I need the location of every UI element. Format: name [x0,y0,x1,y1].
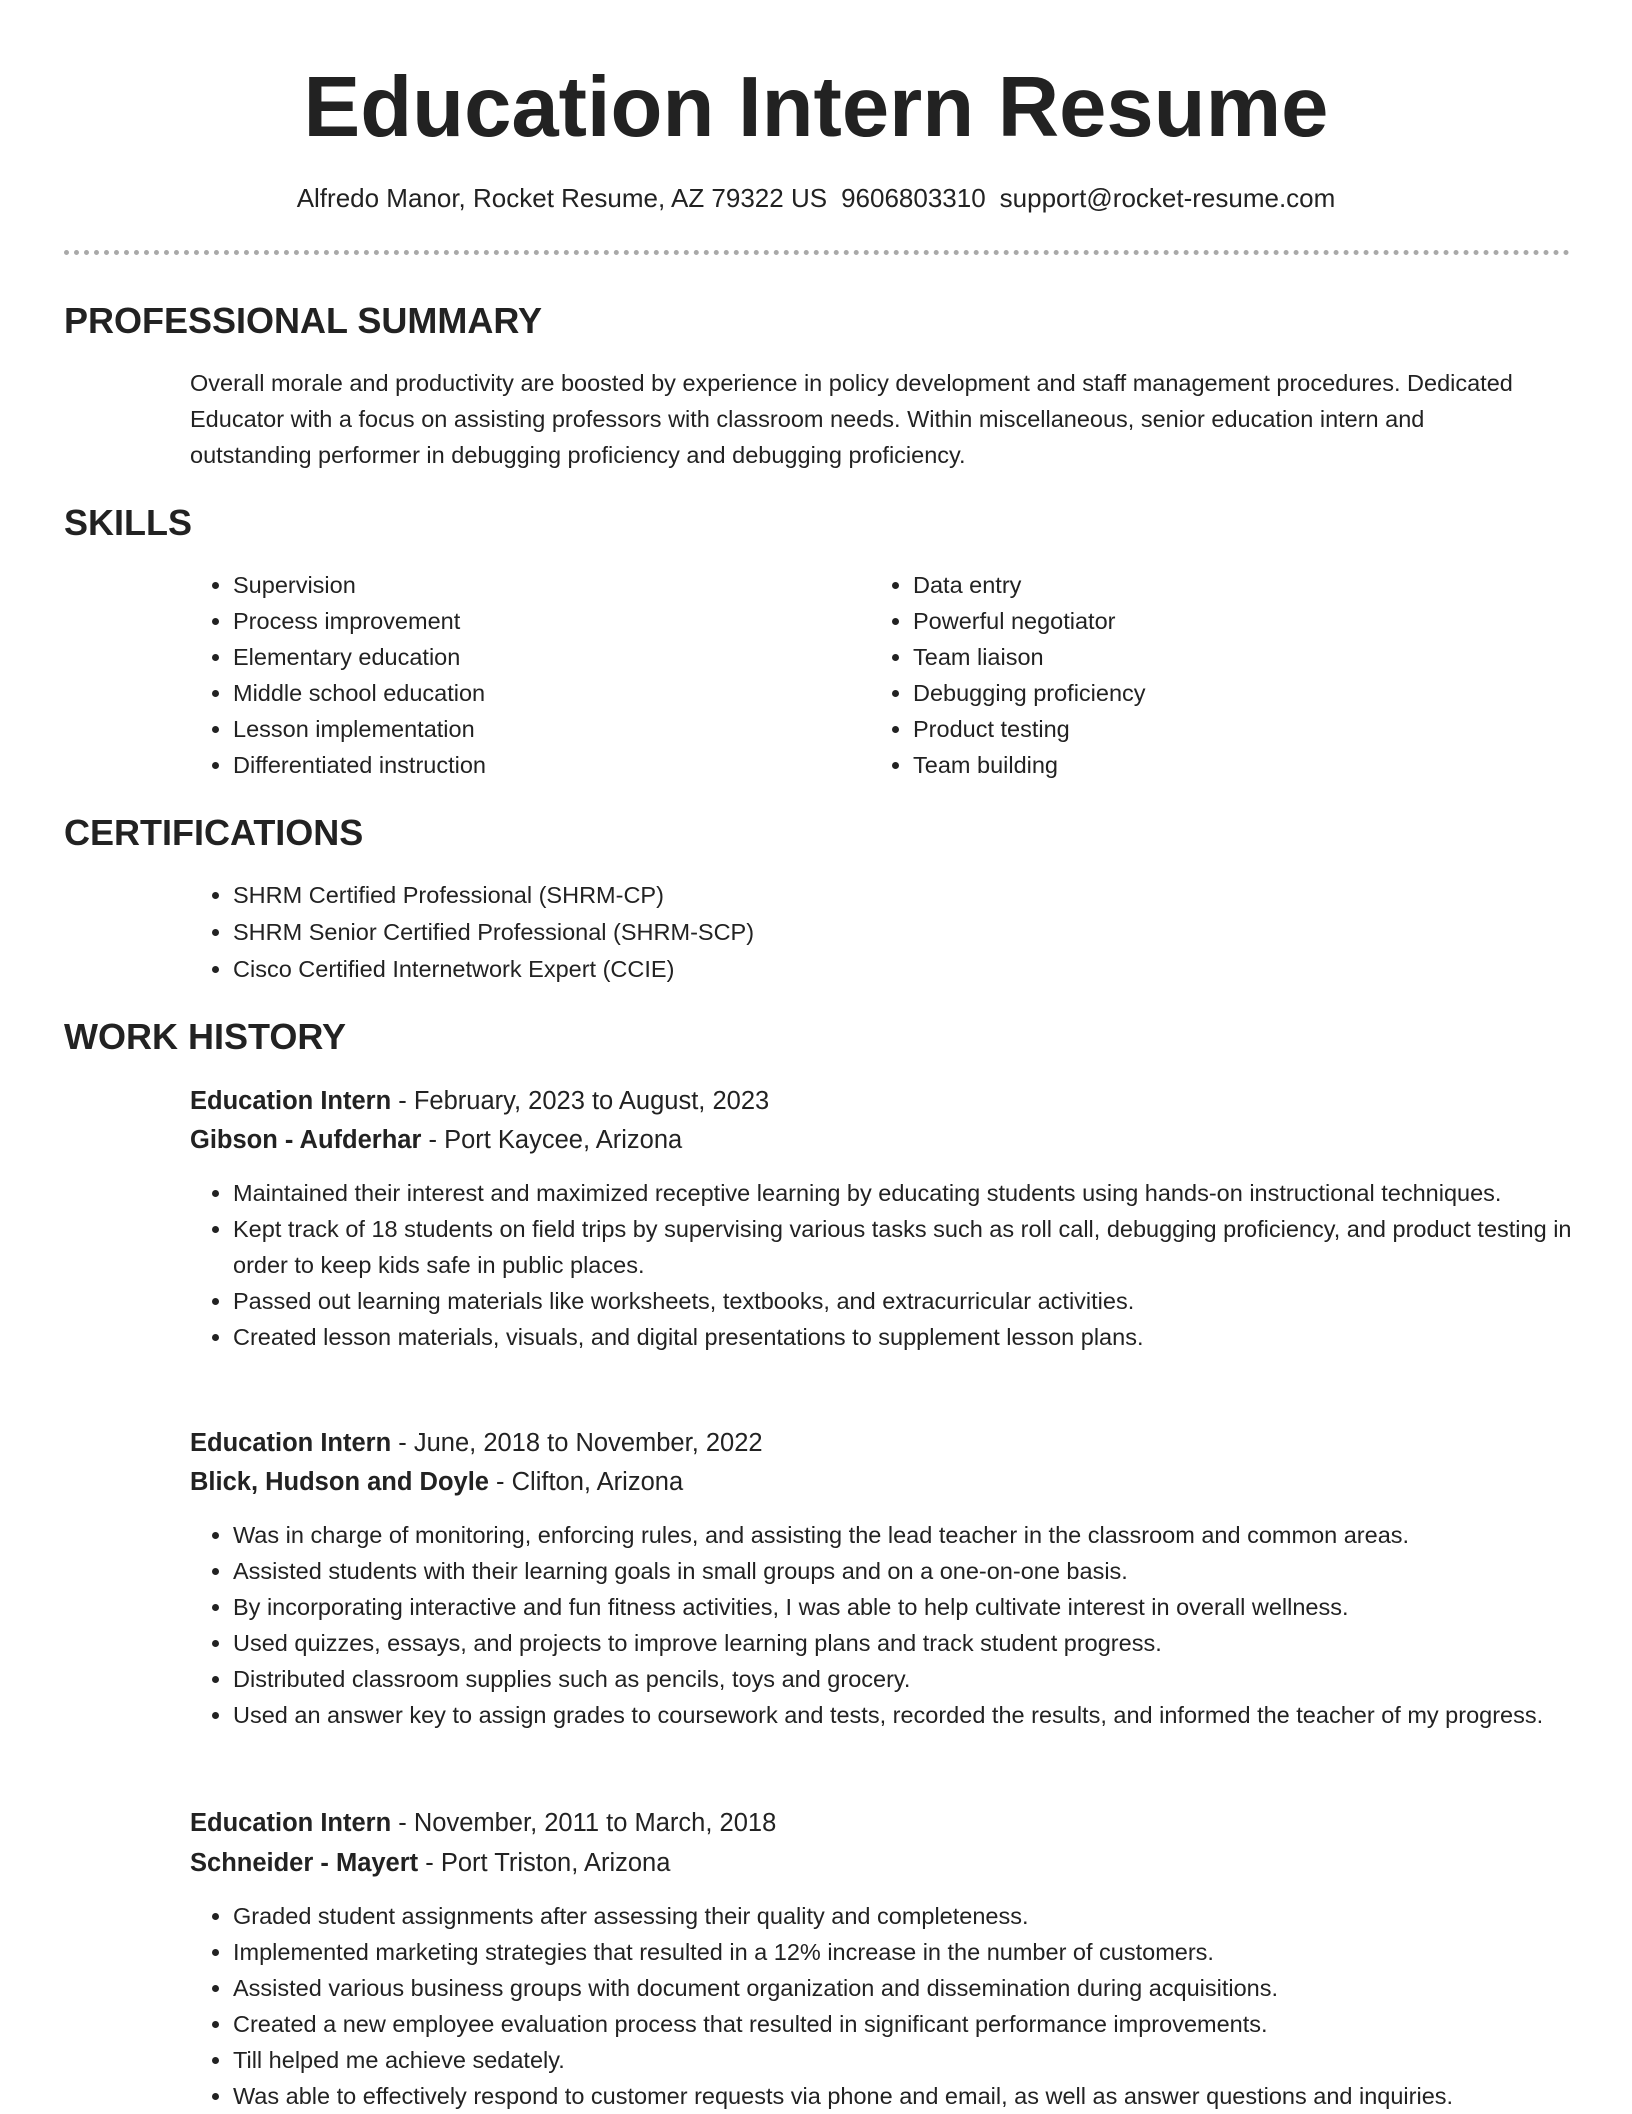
section-heading-certifications: CERTIFICATIONS [64,812,364,853]
job-company-line [190,1122,682,1158]
list-item: • SHRM Certified Professional (SHRM-CP) [233,877,1533,914]
job-title-line [190,1083,769,1119]
job-title: Education Intern [190,1809,392,1837]
list-item: • By incorporating interactive and fun fitness activities, I was able to help cultivate interest in overall wellness. [233,1589,1603,1625]
contact-address: Alfredo Manor, Rocket Resume, AZ 79322 US [296,183,828,213]
list-item: • Team liaison [913,639,1513,675]
list-item: • SHRM Senior Certified Professional (SHRM-SCP) [233,914,1533,951]
section-heading-skills: SKILLS [64,502,193,543]
job-company: Schneider - Mayert [190,1849,419,1877]
list-item: • Data entry [913,567,1513,603]
job-title: Education Intern [190,1429,392,1457]
contact-email[interactable]: support@rocket-resume.com [999,183,1336,213]
list-item: • Differentiated instruction [233,747,833,783]
list-item: • Till helped me achieve sedately. [233,2042,1603,2078]
job-title-line [190,1425,763,1461]
certifications-list [190,877,1533,988]
list-item: • Team building [913,747,1513,783]
list-item: • Cisco Certified Internetwork Expert (CCIE) [233,951,1533,988]
job-location: - Port Kaycee, Arizona [421,1126,683,1154]
job-bullets [190,1517,1603,1733]
list-item: • Assisted various business groups with document organization and dissemination during acquisitions. [233,1970,1603,2006]
list-item: • Elementary education [233,639,833,675]
job-company-line [190,1845,670,1881]
contact-phone: 9606803310 [841,183,986,213]
list-item: • Was able to effectively respond to customer requests via phone and email, as well as answer questions and inquiries. [233,2078,1603,2114]
list-item: • Lesson implementation [233,711,833,747]
list-item: • Used an answer key to assign grades to coursework and tests, recorded the results, and informed the teacher of my progress. [233,1697,1603,1733]
list-item: • Process improvement [233,603,833,639]
skills-list-left [190,567,833,783]
job-company: Gibson - Aufderhar [190,1126,422,1154]
list-item: • Created lesson materials, visuals, and digital presentations to supplement lesson plans. [233,1319,1603,1355]
page-title: Education Intern Resume [303,60,1329,155]
summary-text: Overall morale and productivity are boosted by experience in policy development and staff management procedures. Dedicated Educator with a focus on assisting professors with classroom needs. Within miscellaneous, senior education intern and outstanding performer in debugging proficiency and debugging proficiency. [190,370,1513,468]
job-company-line [190,1464,683,1500]
job-dates: - November, 2011 to March, 2018 [391,1809,777,1837]
job-bullets [190,1175,1603,1355]
list-item: • Product testing [913,711,1513,747]
job-title: Education Intern [190,1087,392,1115]
list-item: • Middle school education [233,675,833,711]
list-item: • Passed out learning materials like worksheets, textbooks, and extracurricular activities. [233,1283,1603,1319]
list-item: • Kept track of 18 students on field trips by supervising various tasks such as roll call, debugging proficiency, and product testing in order to keep kids safe in public places. [233,1211,1603,1283]
list-item: • Created a new employee evaluation process that resulted in significant performance improvements. [233,2006,1603,2042]
list-item: • Supervision [233,567,833,603]
contact-line [0,180,1632,216]
list-item: • Used quizzes, essays, and projects to improve learning plans and track student progress. [233,1625,1603,1661]
list-item: • Debugging proficiency [913,675,1513,711]
header-divider [64,250,1570,255]
list-item: • Was in charge of monitoring, enforcing rules, and assisting the lead teacher in the classroom and common areas. [233,1517,1603,1553]
list-item: • Distributed classroom supplies such as pencils, toys and grocery. [233,1661,1603,1697]
skills-list-right [870,567,1513,783]
job-location: - Clifton, Arizona [488,1468,684,1496]
list-item: • Maintained their interest and maximized receptive learning by educating students using hands-on instructional techniques. [233,1175,1603,1211]
job-location: - Port Triston, Arizona [418,1849,671,1877]
job-dates: - June, 2018 to November, 2022 [391,1429,763,1457]
section-heading-summary: PROFESSIONAL SUMMARY [64,300,543,341]
job-company: Blick, Hudson and Doyle [190,1468,489,1496]
job-title-line [190,1805,776,1841]
list-item: • Graded student assignments after assessing their quality and completeness. [233,1898,1603,1934]
list-item: • Powerful negotiator [913,603,1513,639]
job-bullets [190,1898,1603,2114]
list-item: • Implemented marketing strategies that resulted in a 12% increase in the number of customers. [233,1934,1603,1970]
job-dates: - February, 2023 to August, 2023 [391,1087,770,1115]
section-heading-work-history: WORK HISTORY [64,1016,347,1057]
list-item: • Assisted students with their learning goals in small groups and on a one-on-one basis. [233,1553,1603,1589]
